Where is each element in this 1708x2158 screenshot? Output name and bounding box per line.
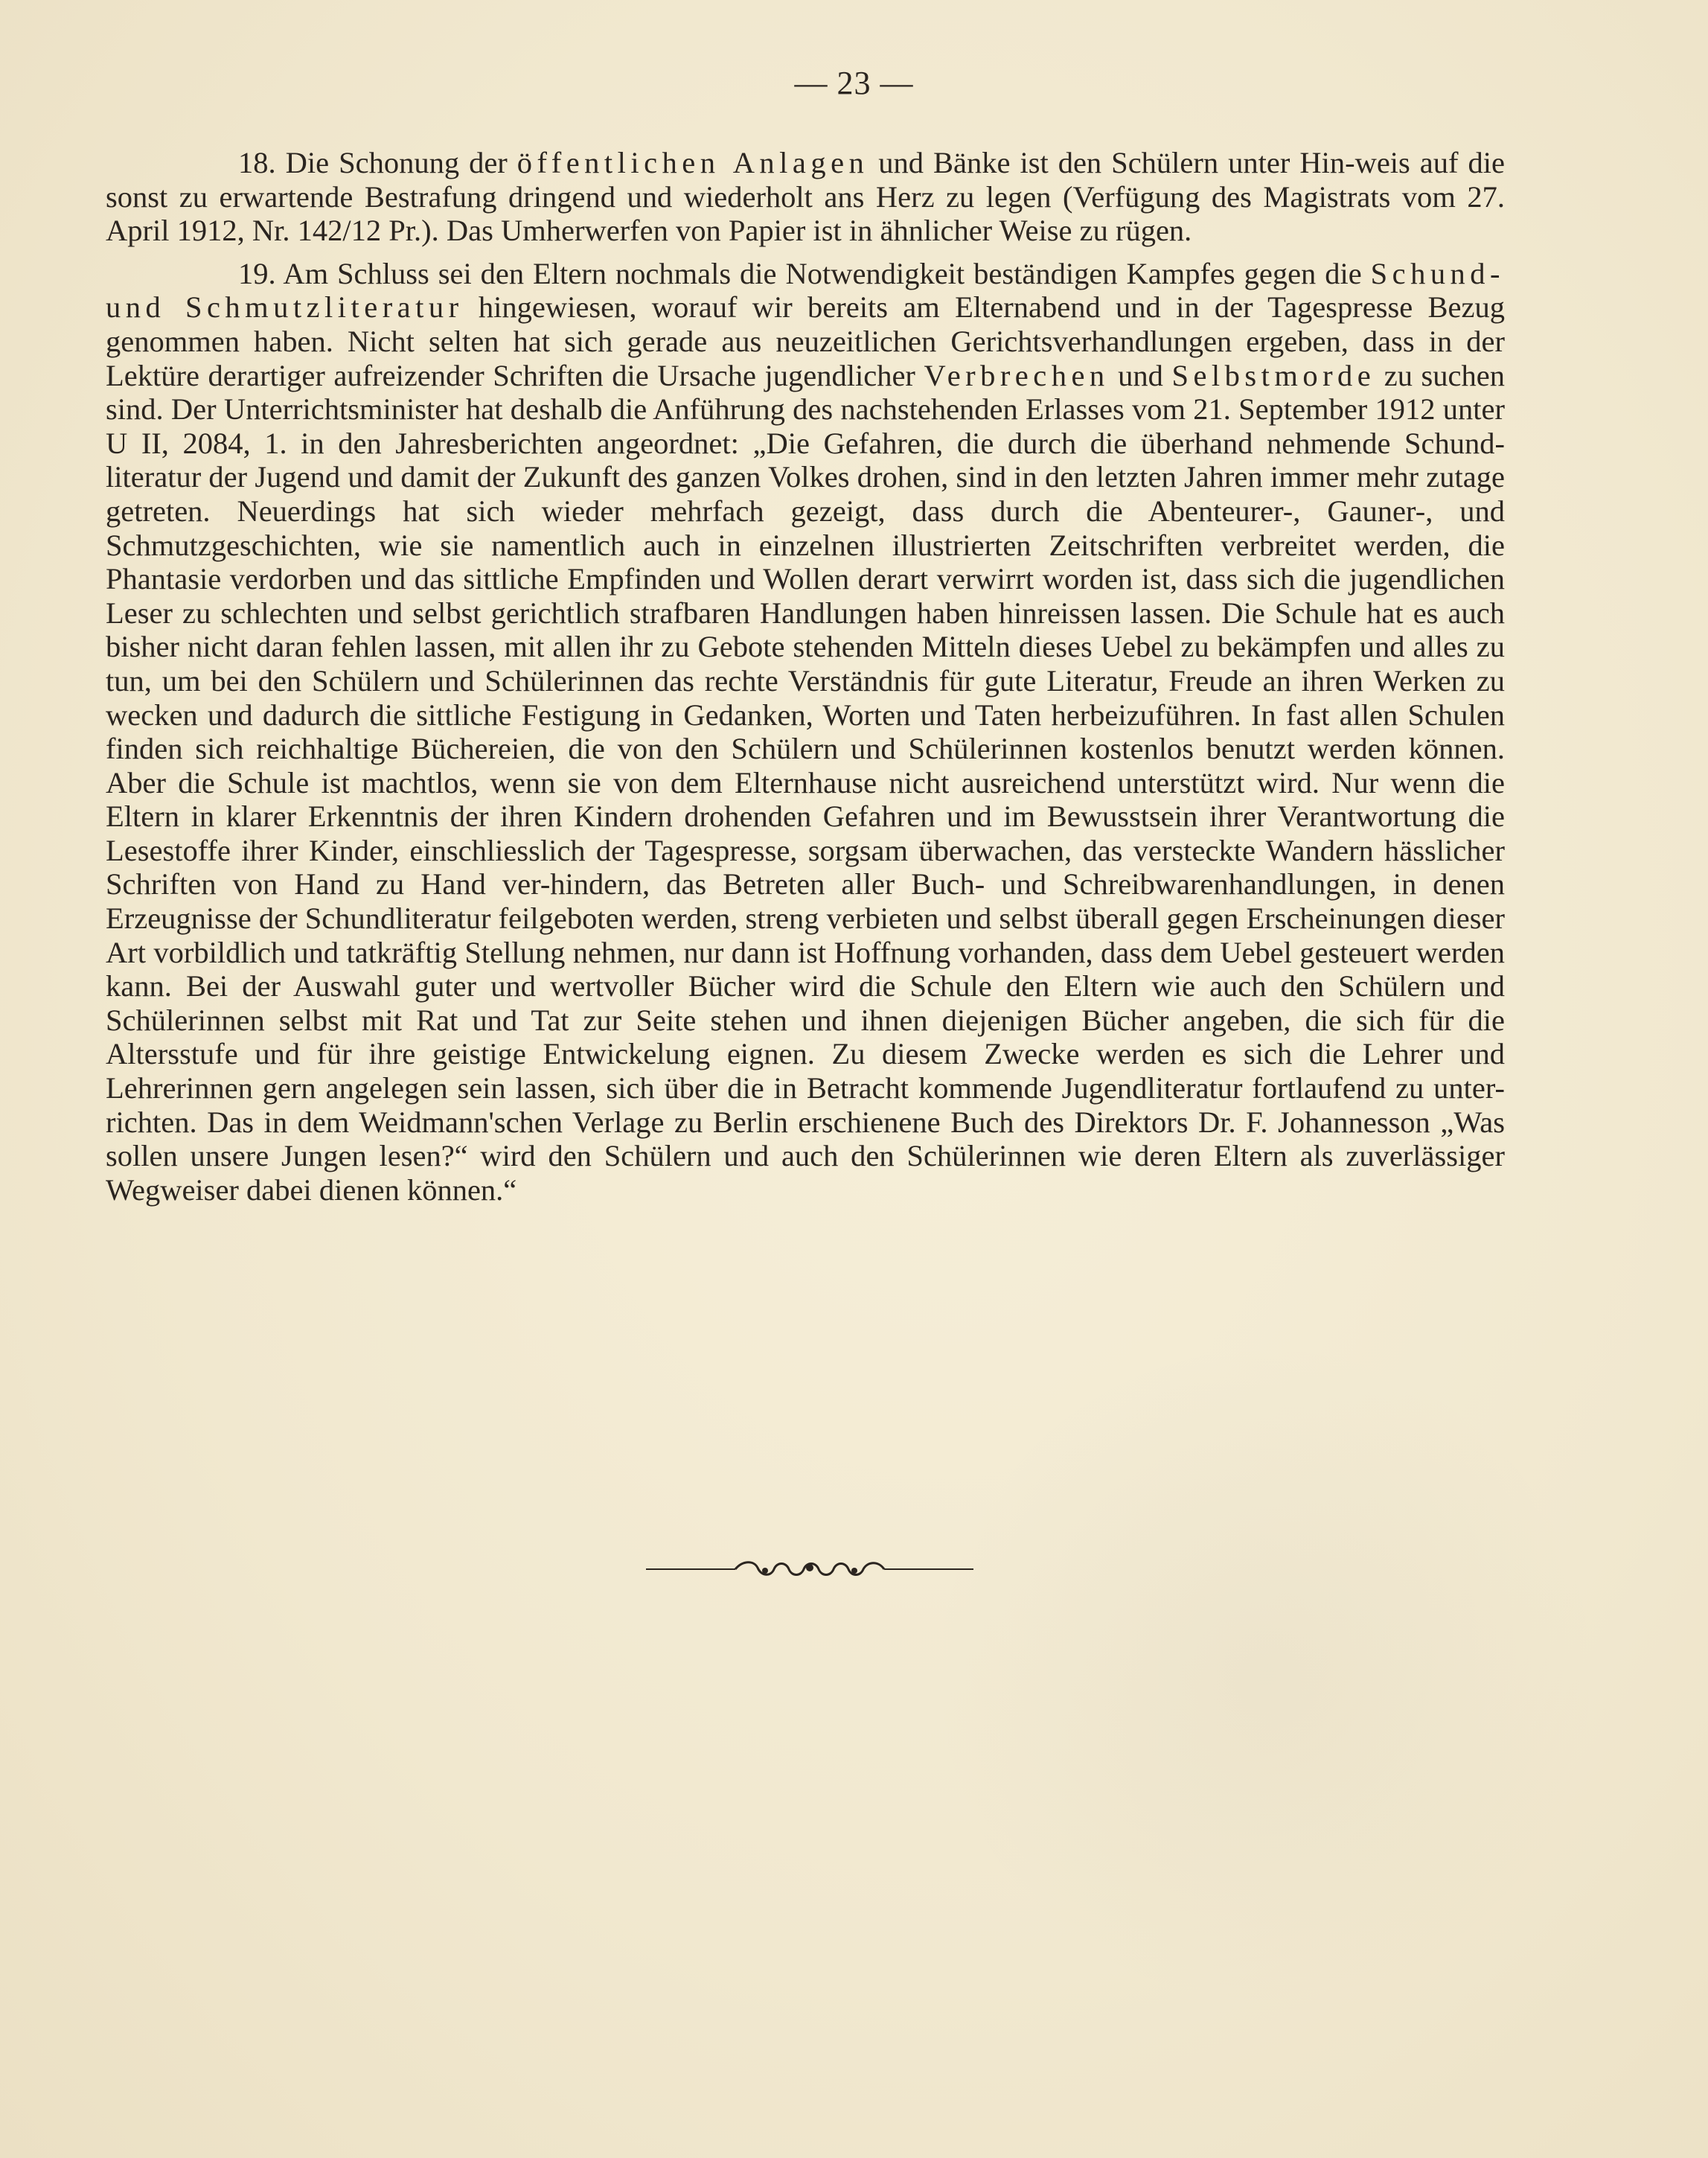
show-through-shadow — [930, 1340, 1600, 2010]
paragraph-number: 18. — [238, 146, 276, 179]
text-run: Die Schonung der — [275, 146, 517, 179]
body-text — [106, 146, 1505, 1216]
emphasized-text: Schund- und Schmutzliteratur — [106, 256, 1505, 325]
text-run: und Bänke ist den Schülern unter Hin-weis auf die sonst zu erwartende Bestrafung dringend und wiederholt ans Herz zu legen (Verfügung des Magistrats vom 27. April 1912, Nr. 142/12 Pr.). Das Umherwerfen von Papier ist in ähnlicher Weise zu rügen. — [106, 146, 1505, 248]
text-run: zu suchen sind. Der Unterrichtsminister hat deshalb die Anführung des nachstehenden Erlasses vom 21. September 1912 unter U II, 2084, 1. in den Jahresberichten angeordnet: „Die Gefahren, die durch die überhand nehmende Schund-literatur der Jugend und damit der Zukunft des ganzen Volkes drohen, sind in den letzten Jahren immer mehr zutage getreten. Neuerdings hat sich wieder mehrfach gezeigt, dass durch die Abenteurer-, Gauner-, und Schmutzgeschichten, wie sie namentlich auch in einzelnen illustrierten Zeitschriften verbreitet werden, die Phantasie verdorben und das sittliche Empfinden und Wollen derart verwirrt worden ist, dass sich die jugendlichen Leser zu schlechten und selbst gerichtlich strafbaren Handlungen haben hinreissen lassen. Die Schule hat es auch bisher nicht daran fehlen lassen, mit allen ihr zu Gebote stehenden Mitteln dieses Uebel zu bekämpfen und alles zu tun, um bei den Schülern und Schülerinnen das rechte Verständnis für gute Literatur, Freude an ihren Werken zu wecken und dadurch die sittliche Festigung in Gedanken, Worten und Taten herbeizuführen. In fast allen Schulen finden sich reichhaltige Büchereien, die von den Schülern und Schülerinnen kostenlos benutzt werden können. Aber die Schule ist machtlos, wenn sie von dem Elternhause nicht ausreichend unterstützt wird. Nur wenn die Eltern in klarer Erkenntnis der ihren Kindern drohenden Gefahren und im Bewusstsein ihrer Verantwortung die Lesestoffe ihrer Kinder, einschliesslich der Tagespresse, sorgsam überwachen, das versteckte Wandern hässlicher Schriften von Hand zu Hand ver-hindern, das Betreten aller Buch- und Schreibwarenhandlungen, in denen Erzeugnisse der Schundliteratur feilgeboten werden, streng verbieten und selbst überall gegen Erscheinungen dieser Art vorbildlich und tatkräftig Stellung nehmen, nur dann ist Hoffnung vorhanden, dass dem Uebel gesteuert werden kann. Bei der Auswahl guter und wertvoller Bücher wird die Schule den Eltern wie auch den Schülern und Schülerinnen selbst mit Rat und Tat zur Seite stehen und ihnen diejenigen Bücher angeben, die sich für die Altersstufe und für ihre geistige Entwickelung eignen. Zu diesem Zwecke werden es sich die Lehrer und Lehrerinnen gern angelegen sein lassen, sich über die in Betracht kommende Jugendliteratur fortlaufend zu unter-richten. Das in dem Weidmann'schen Verlage zu Berlin erschienene Buch des Direktors Dr. F. Johannesson „Was sollen unsere Jungen lesen?“ wird den Schülern und auch den Schülerinnen wie deren Eltern als zuverlässiger Wegweiser dabei dienen können.“ — [106, 358, 1505, 1207]
text-run: und — [1109, 358, 1172, 392]
paragraph-18 — [106, 146, 1505, 248]
paragraph-number: 19. — [238, 256, 276, 290]
decorative-ornament-icon — [646, 1554, 973, 1584]
emphasized-text: öffentlichen Anlagen — [516, 146, 869, 179]
emphasized-text: Selbstmorde — [1171, 358, 1376, 392]
text-run: Am Schluss sei den Eltern nochmals die Notwendigkeit beständigen Kampfes gegen die — [275, 256, 1371, 290]
emphasized-text: Verbrechen — [924, 358, 1110, 392]
paragraph-19 — [106, 257, 1505, 1207]
text-run: hingewiesen, worauf wir bereits am Elternabend und in der Tagespresse Bezug genommen haben. Nicht selten hat sich gerade aus neuzeitlichen Gerichtsverhandlungen ergeben, dass in der Lektüre derartiger aufreizender Schriften die Ursache jugendlicher — [106, 290, 1506, 392]
page-number: — 23 — — [794, 65, 914, 101]
